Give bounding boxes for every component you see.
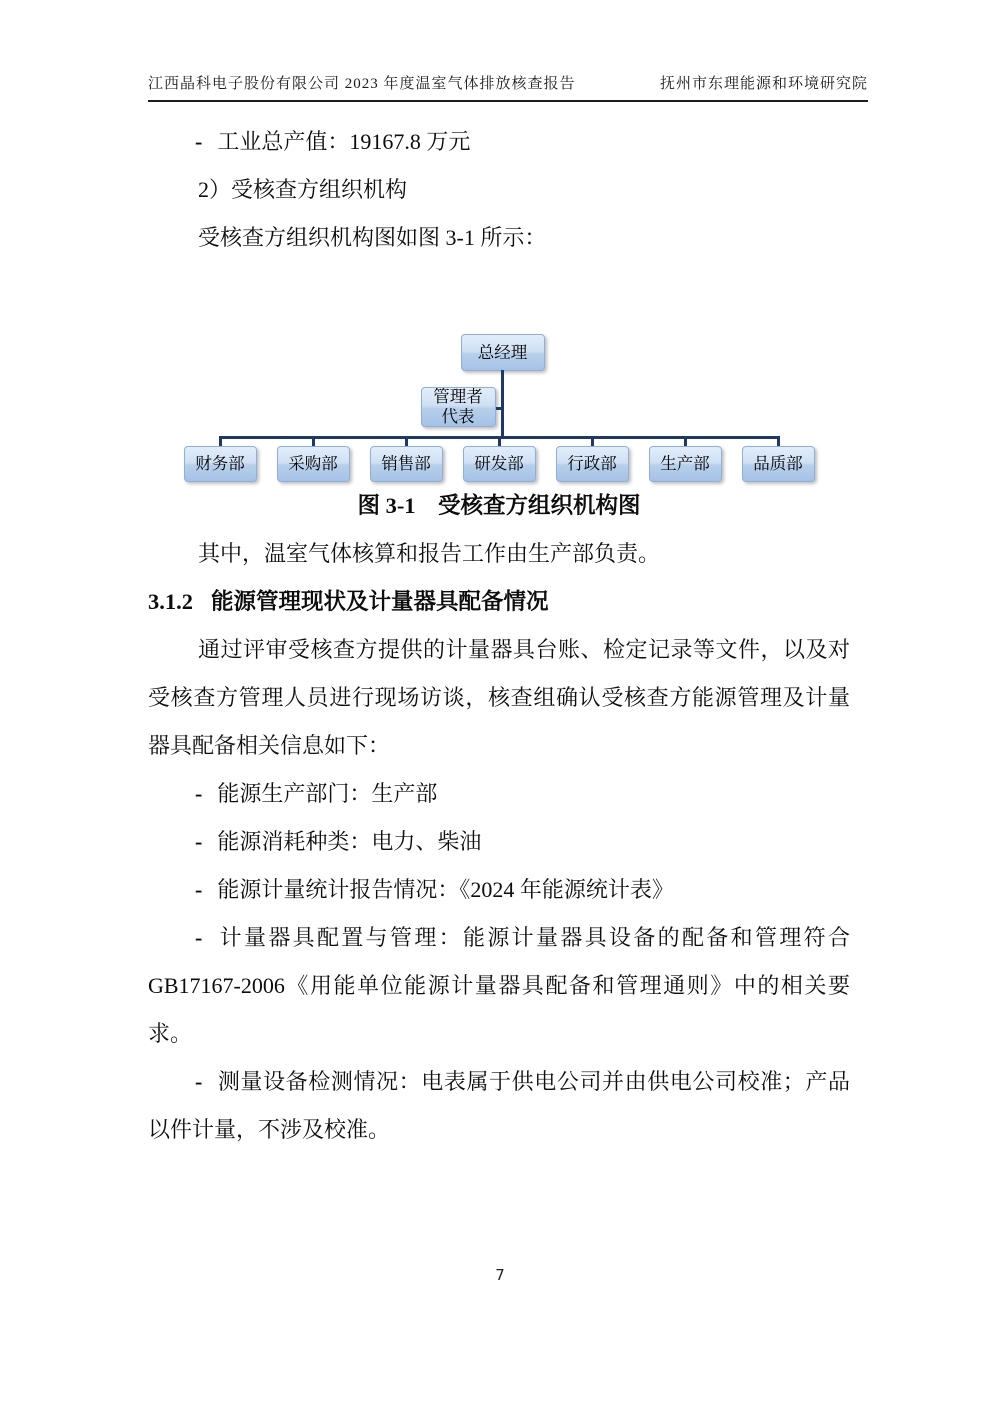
list-item-metering-management: [148, 914, 850, 1058]
header-right-title: 抚州市东理能源和环境研究院: [659, 76, 868, 92]
list-item-industrial-output: [148, 118, 850, 166]
org-box-sales-dept: 销售部: [370, 446, 443, 482]
bullet-dash: -: [195, 1069, 203, 1094]
list-item-text: 计量器具配置与管理：能源计量器具设备的配备和管理符合 GB17167-2006《用能单位能源计量器具配备和管理通则》中的相关要求。: [148, 925, 850, 1046]
bullet-dash: -: [195, 129, 203, 154]
list-item-text: 能源消耗种类：电力、柴油: [217, 829, 482, 854]
bullet-dash: -: [195, 781, 203, 806]
org-box-rnd-dept: 研发部: [463, 446, 536, 482]
list-item-text: 能源计量统计报告情况：《2024 年能源统计表》: [217, 877, 674, 902]
bullet-dash: -: [195, 877, 203, 902]
org-box-general-manager: 总经理: [461, 334, 545, 371]
list-item-energy-dept: [148, 770, 850, 818]
list-item-text: 能源生产部门：生产部: [217, 781, 438, 806]
org-box-production-dept: 生产部: [649, 446, 722, 482]
page-header: [148, 72, 868, 102]
figure-caption: 图 3-1 受核查方组织机构图: [357, 493, 641, 518]
list-item-text: 测量设备检测情况：电表属于供电公司并由供电公司校准；产品以件计量，不涉及校准。: [148, 1069, 850, 1142]
org-box-purchasing-dept: 采购部: [277, 446, 350, 482]
header-left-title: 江西晶科电子股份有限公司 2023 年度温室气体排放核查报告: [148, 76, 576, 92]
org-box-finance-dept: 财务部: [184, 446, 257, 482]
org-box-management-representative: 管理者代表: [421, 387, 496, 427]
page-body: [148, 102, 850, 1154]
list-item-text: 工业总产值：19167.8 万元: [217, 129, 471, 154]
page-footer: [0, 1266, 1000, 1284]
bullet-dash: -: [195, 829, 203, 854]
section-number: 3.1.2: [148, 589, 193, 614]
page-number: 7: [495, 1266, 505, 1284]
org-box-quality-dept: 品质部: [742, 446, 815, 482]
list-item-measurement-calibration: [148, 1058, 850, 1154]
org-box-admin-dept: 行政部: [556, 446, 629, 482]
section-title: 能源管理现状及计量器具配备情况: [211, 589, 549, 614]
bullet-dash: -: [195, 925, 203, 950]
numbered-item-org-structure: 2）受核查方组织机构: [198, 177, 408, 202]
org-connector-vertical-line: [501, 370, 504, 437]
org-connector-representative-stub: [496, 407, 502, 410]
paragraph-responsibility: 其中，温室气体核算和报告工作由生产部负责。: [198, 541, 661, 566]
figure-intro-text: 受核查方组织机构图如图 3-1 所示：: [198, 225, 547, 250]
org-chart: [184, 334, 815, 482]
list-item-energy-report: [148, 866, 850, 914]
section-heading: [148, 578, 850, 626]
paragraph-energy-management: 通过评审受核查方提供的计量器具台账、检定记录等文件，以及对受核查方管理人员进行现场访谈，核查组确认受核查方能源管理及计量器具配备相关信息如下：: [148, 637, 850, 758]
list-item-energy-types: [148, 818, 850, 866]
